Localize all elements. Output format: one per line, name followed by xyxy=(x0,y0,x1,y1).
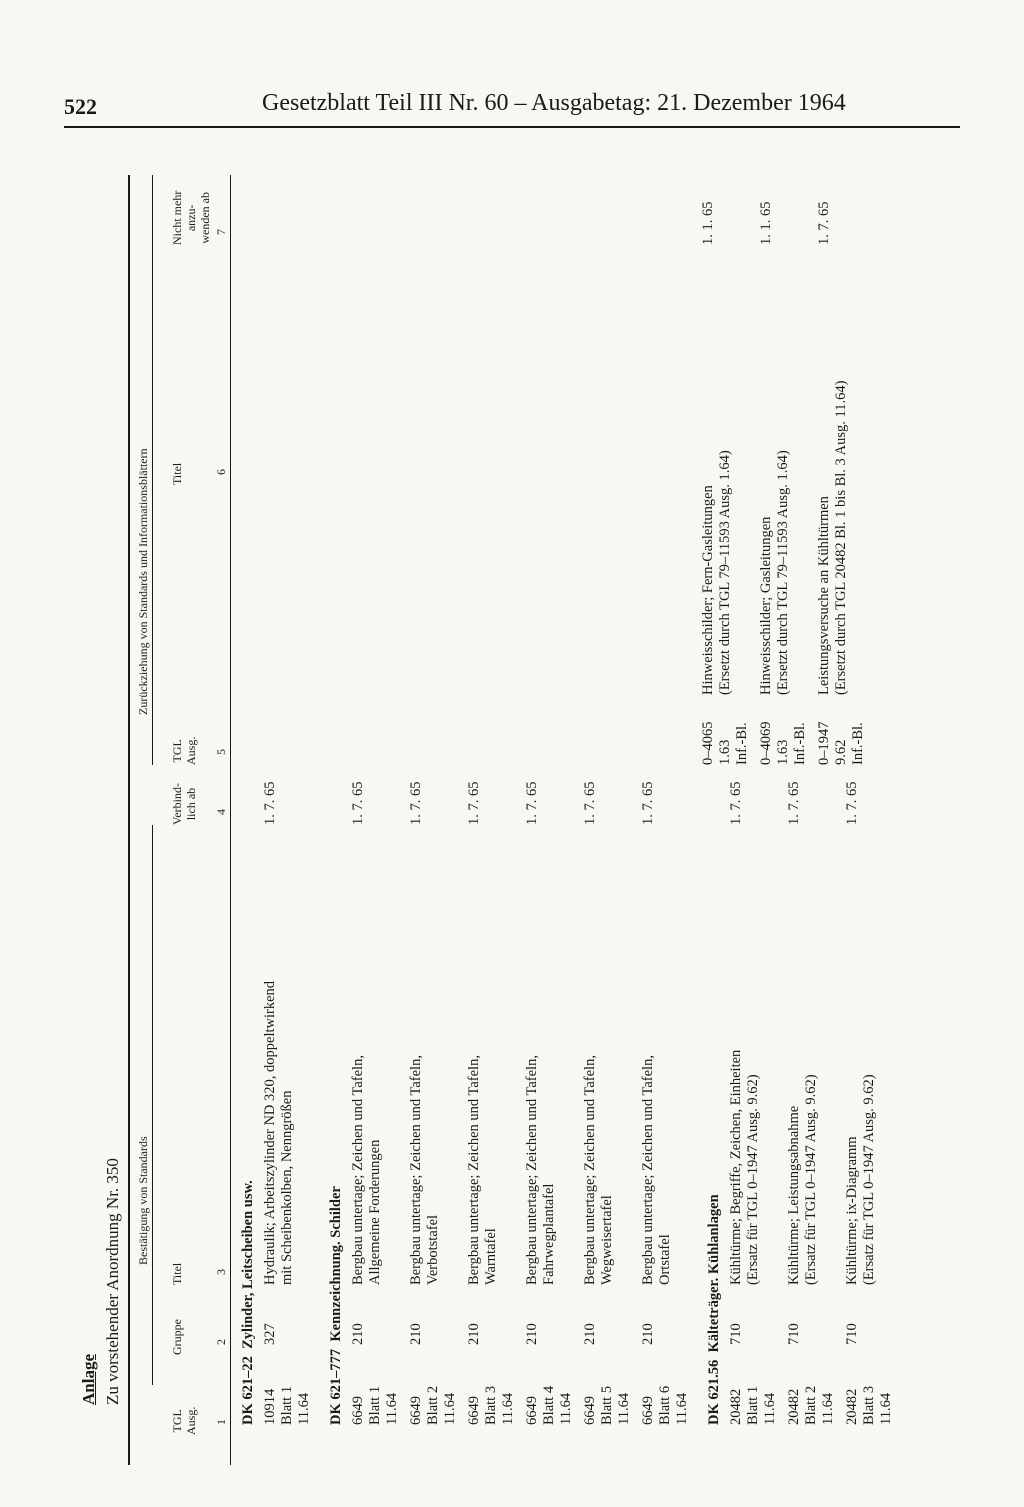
section-heading: DK 621–22 Zylinder, Leitscheiben usw. xyxy=(240,1180,256,1425)
column-number-1: 1 xyxy=(214,1419,228,1425)
row-titel: Hydraulik; Arbeitszylinder ND 320, doppeltwirkend mit Scheibenkolben, Nenngrößen xyxy=(262,980,295,1285)
anlage-subtitle: Zu vorstehender Anordnung Nr. 350 xyxy=(103,1158,122,1405)
row-titel: Bergbau untertage; Zeichen und Tafeln, Fahrwegplantafel xyxy=(524,1055,557,1285)
rotated-table-sheet xyxy=(70,125,960,1465)
row-verbindlich: 1. 7. 65 xyxy=(408,781,424,825)
withdrawal-tgl: 0–4069 1.63 Inf.-Bl. xyxy=(758,721,808,765)
row-gruppe: 210 xyxy=(350,1323,366,1345)
row-titel: Bergbau untertage; Zeichen und Tafeln, Verbotstafel xyxy=(408,1055,441,1285)
row-tgl: 6649 Blatt 2 11.64 xyxy=(408,1385,458,1425)
page-title: Gesetzblatt Teil III Nr. 60 – Ausgabetag: 21. Dezember 1964 xyxy=(262,90,846,116)
row-tgl: 6649 Blatt 5 11.64 xyxy=(582,1385,632,1425)
row-tgl: 6649 Blatt 3 11.64 xyxy=(466,1385,516,1425)
anlage-title: Anlage xyxy=(79,1354,98,1405)
withdrawal-nicht-mehr: 1. 7. 65 xyxy=(816,201,832,245)
column-header-5: TGL Ausg. xyxy=(170,736,198,765)
withdrawal-tgl: 0–4065 1.63 Inf.-Bl. xyxy=(700,721,750,765)
column-number-6: 6 xyxy=(214,469,228,475)
column-header-2: Gruppe xyxy=(170,1319,184,1355)
row-gruppe: 710 xyxy=(844,1323,860,1345)
row-gruppe: 710 xyxy=(786,1323,802,1345)
group-left-label: Bestätigung von Standards xyxy=(136,1136,150,1265)
withdrawal-titel: Leistungsversuche an Kühltürmen (Ersetzt durch TGL 20482 Bl. 1 bis Bl. 3 Ausg. 11.64) xyxy=(816,380,849,695)
row-tgl: 20482 Blatt 2 11.64 xyxy=(786,1385,836,1425)
column-header-1: TGL Ausg. xyxy=(170,1406,198,1435)
row-verbindlich: 1. 7. 65 xyxy=(582,781,598,825)
row-titel: Kühltürme; Begriffe, Zeichen, Einheiten (Ersatz für TGL 0–1947 Ausg. 9.62) xyxy=(728,1049,761,1285)
row-verbindlich: 1. 7. 65 xyxy=(728,781,744,825)
table-header-rule xyxy=(230,175,231,1465)
row-verbindlich: 1. 7. 65 xyxy=(786,781,802,825)
group-right-label: Zurückziehung von Standards und Informationsblättern xyxy=(136,448,150,715)
row-titel: Bergbau untertage; Zeichen und Tafeln, Ortstafel xyxy=(640,1055,673,1285)
column-header-3: Titel xyxy=(170,1262,184,1285)
section-heading: DK 621–777 Kennzeichnung. Schilder xyxy=(328,1186,344,1425)
row-tgl: 20482 Blatt 1 11.64 xyxy=(728,1385,778,1425)
row-gruppe: 210 xyxy=(466,1323,482,1345)
row-titel: Kühltürme; ix-Diagramm (Ersatz für TGL 0–1947 Ausg. 9.62) xyxy=(844,1074,877,1285)
section-heading: DK 621.56 Kälteträger. Kühlanlagen xyxy=(706,1194,722,1425)
row-tgl: 10914 Blatt 1 11.64 xyxy=(262,1385,312,1425)
row-gruppe: 710 xyxy=(728,1323,744,1345)
column-number-7: 7 xyxy=(214,229,228,235)
row-tgl: 20482 Blatt 3 11.64 xyxy=(844,1385,894,1425)
withdrawal-titel: Hinweisschilder; Fern-Gasleitungen (Ersetzt durch TGL 79–11593 Ausg. 1.64) xyxy=(700,450,733,695)
row-gruppe: 210 xyxy=(640,1323,656,1345)
column-header-6: Titel xyxy=(170,462,184,485)
withdrawal-titel: Hinweisschilder; Gasleitungen (Ersetzt durch TGL 79–11593 Ausg. 1.64) xyxy=(758,450,791,695)
withdrawal-nicht-mehr: 1. 1. 65 xyxy=(700,201,716,245)
row-gruppe: 210 xyxy=(582,1323,598,1345)
group-right-rule xyxy=(152,175,153,765)
column-number-5: 5 xyxy=(214,749,228,755)
row-titel: Bergbau untertage; Zeichen und Tafeln, Warntafel xyxy=(466,1055,499,1285)
row-tgl: 6649 Blatt 4 11.64 xyxy=(524,1385,574,1425)
row-verbindlich: 1. 7. 65 xyxy=(466,781,482,825)
row-gruppe: 327 xyxy=(262,1323,278,1345)
row-verbindlich: 1. 7. 65 xyxy=(640,781,656,825)
withdrawal-tgl: 0–1947 9.62 Inf.-Bl. xyxy=(816,721,866,765)
row-tgl: 6649 Blatt 1 11.64 xyxy=(350,1385,400,1425)
row-titel: Kühltürme; Leistungsabnahme (Ersatz für TGL 0–1947 Ausg. 9.62) xyxy=(786,1074,819,1285)
column-header-4: Verbind- lich ab xyxy=(170,783,198,825)
row-verbindlich: 1. 7. 65 xyxy=(350,781,366,825)
row-verbindlich: 1. 7. 65 xyxy=(262,781,278,825)
column-number-4: 4 xyxy=(214,809,228,815)
column-number-2: 2 xyxy=(214,1339,228,1345)
page-number: 522 xyxy=(64,94,97,119)
row-titel: Bergbau untertage; Zeichen und Tafeln, Wegweisertafel xyxy=(582,1055,615,1285)
table-top-rule xyxy=(128,175,130,1465)
row-verbindlich: 1. 7. 65 xyxy=(844,781,860,825)
column-header-7: Nicht mehr anzu- wenden ab xyxy=(170,190,212,245)
row-tgl: 6649 Blatt 6 11.64 xyxy=(640,1385,690,1425)
row-verbindlich: 1. 7. 65 xyxy=(524,781,540,825)
row-gruppe: 210 xyxy=(524,1323,540,1345)
withdrawal-nicht-mehr: 1. 1. 65 xyxy=(758,201,774,245)
row-titel: Bergbau untertage; Zeichen und Tafeln, Allgemeine Forderungen xyxy=(350,1055,383,1285)
row-gruppe: 210 xyxy=(408,1323,424,1345)
column-number-3: 3 xyxy=(214,1269,228,1275)
group-left-rule xyxy=(152,825,153,1385)
